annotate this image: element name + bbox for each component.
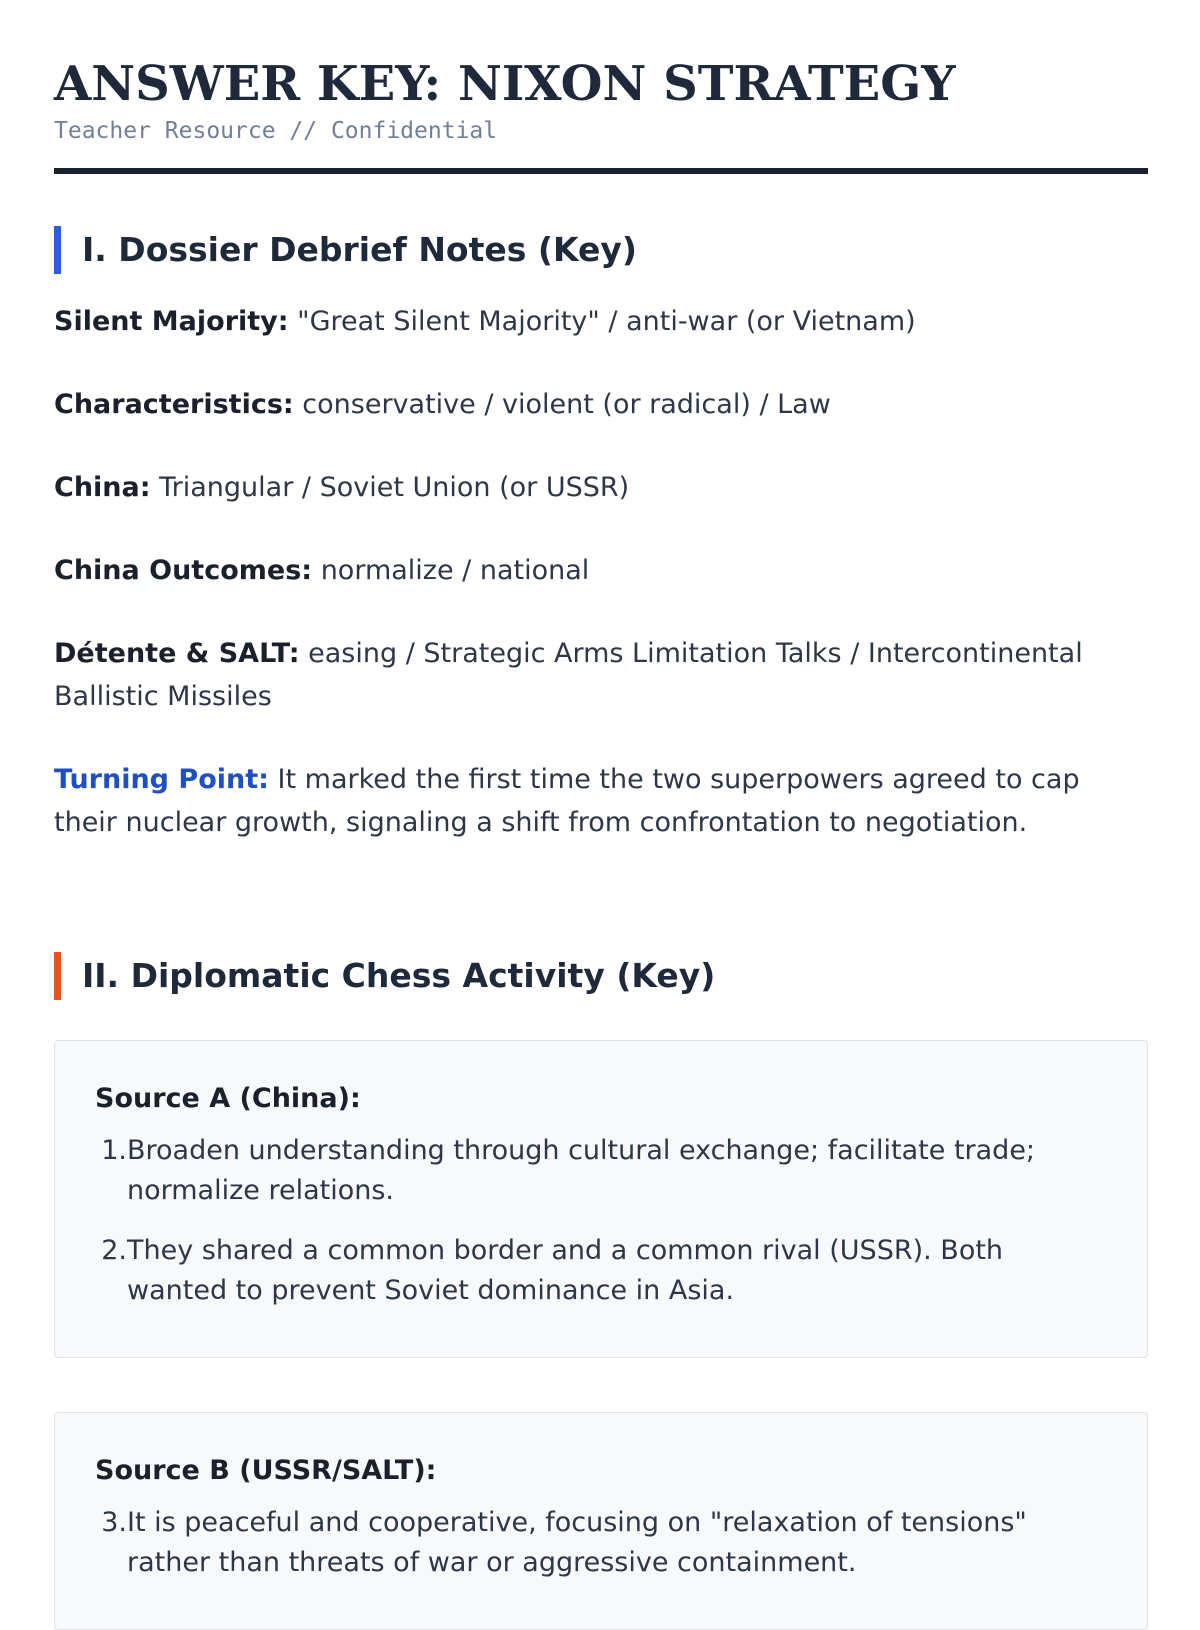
note-text: conservative / violent (or radical) / Law bbox=[302, 389, 831, 420]
answer-list bbox=[95, 1131, 1107, 1311]
list-item bbox=[95, 1231, 1107, 1311]
note-characteristics bbox=[54, 383, 1148, 426]
source-title: Source B (USSR/SALT): bbox=[95, 1455, 437, 1486]
item-number: 3. bbox=[101, 1507, 127, 1538]
note-turning-point bbox=[54, 758, 1148, 844]
note-label-highlight: Turning Point: bbox=[54, 764, 269, 795]
list-item bbox=[95, 1131, 1107, 1211]
item-text: They shared a common border and a common rival (USSR). Both wanted to prevent Soviet dominance in Asia. bbox=[127, 1235, 1004, 1306]
note-silent-majority bbox=[54, 300, 1148, 343]
section-heading-dossier-debrief bbox=[54, 226, 1148, 274]
item-text: Broaden understanding through cultural exchange; facilitate trade; normalize relations. bbox=[127, 1135, 1036, 1206]
document-header bbox=[54, 0, 1148, 174]
answer-key-page bbox=[54, 0, 1148, 1630]
note-label: Characteristics: bbox=[54, 389, 294, 420]
item-number: 2. bbox=[101, 1235, 127, 1266]
note-label: Silent Majority: bbox=[54, 306, 289, 337]
note-china-outcomes bbox=[54, 549, 1148, 592]
source-title: Source A (China): bbox=[95, 1083, 361, 1114]
section-accent-bar bbox=[54, 952, 61, 1000]
page-subtitle: Teacher Resource // Confidential bbox=[54, 118, 498, 144]
section-accent-bar bbox=[54, 226, 61, 274]
note-text: "Great Silent Majority" / anti-war (or Vietnam) bbox=[297, 306, 916, 337]
section-heading-text: II. Diplomatic Chess Activity (Key) bbox=[82, 956, 716, 995]
source-box-china bbox=[54, 1040, 1148, 1358]
section-heading-text: I. Dossier Debrief Notes (Key) bbox=[82, 230, 637, 269]
note-china bbox=[54, 466, 1148, 509]
answer-list bbox=[95, 1503, 1107, 1583]
note-label: China Outcomes: bbox=[54, 555, 313, 586]
item-number: 1. bbox=[101, 1135, 127, 1166]
page-title: ANSWER KEY: NIXON STRATEGY bbox=[54, 56, 956, 112]
note-text: normalize / national bbox=[320, 555, 590, 586]
debrief-notes bbox=[54, 300, 1148, 844]
section-heading-diplomatic-chess bbox=[54, 952, 1148, 1000]
list-item bbox=[95, 1503, 1107, 1583]
note-detente-salt bbox=[54, 632, 1148, 718]
note-text: Triangular / Soviet Union (or USSR) bbox=[159, 472, 630, 503]
note-label: Détente & SALT: bbox=[54, 638, 300, 669]
item-text: It is peaceful and cooperative, focusing on "relaxation of tensions" rather than threats of war or aggressive containment. bbox=[127, 1507, 1027, 1578]
note-label: China: bbox=[54, 472, 151, 503]
note-text: easing / Strategic Arms Limitation Talks / Intercontinental Ballistic Missiles bbox=[54, 638, 1083, 712]
note-text: It marked the first time the two superpowers agreed to cap their nuclear growth, signaling a shift from confrontation to negotiation. bbox=[54, 764, 1080, 838]
source-box-ussr-salt bbox=[54, 1412, 1148, 1630]
